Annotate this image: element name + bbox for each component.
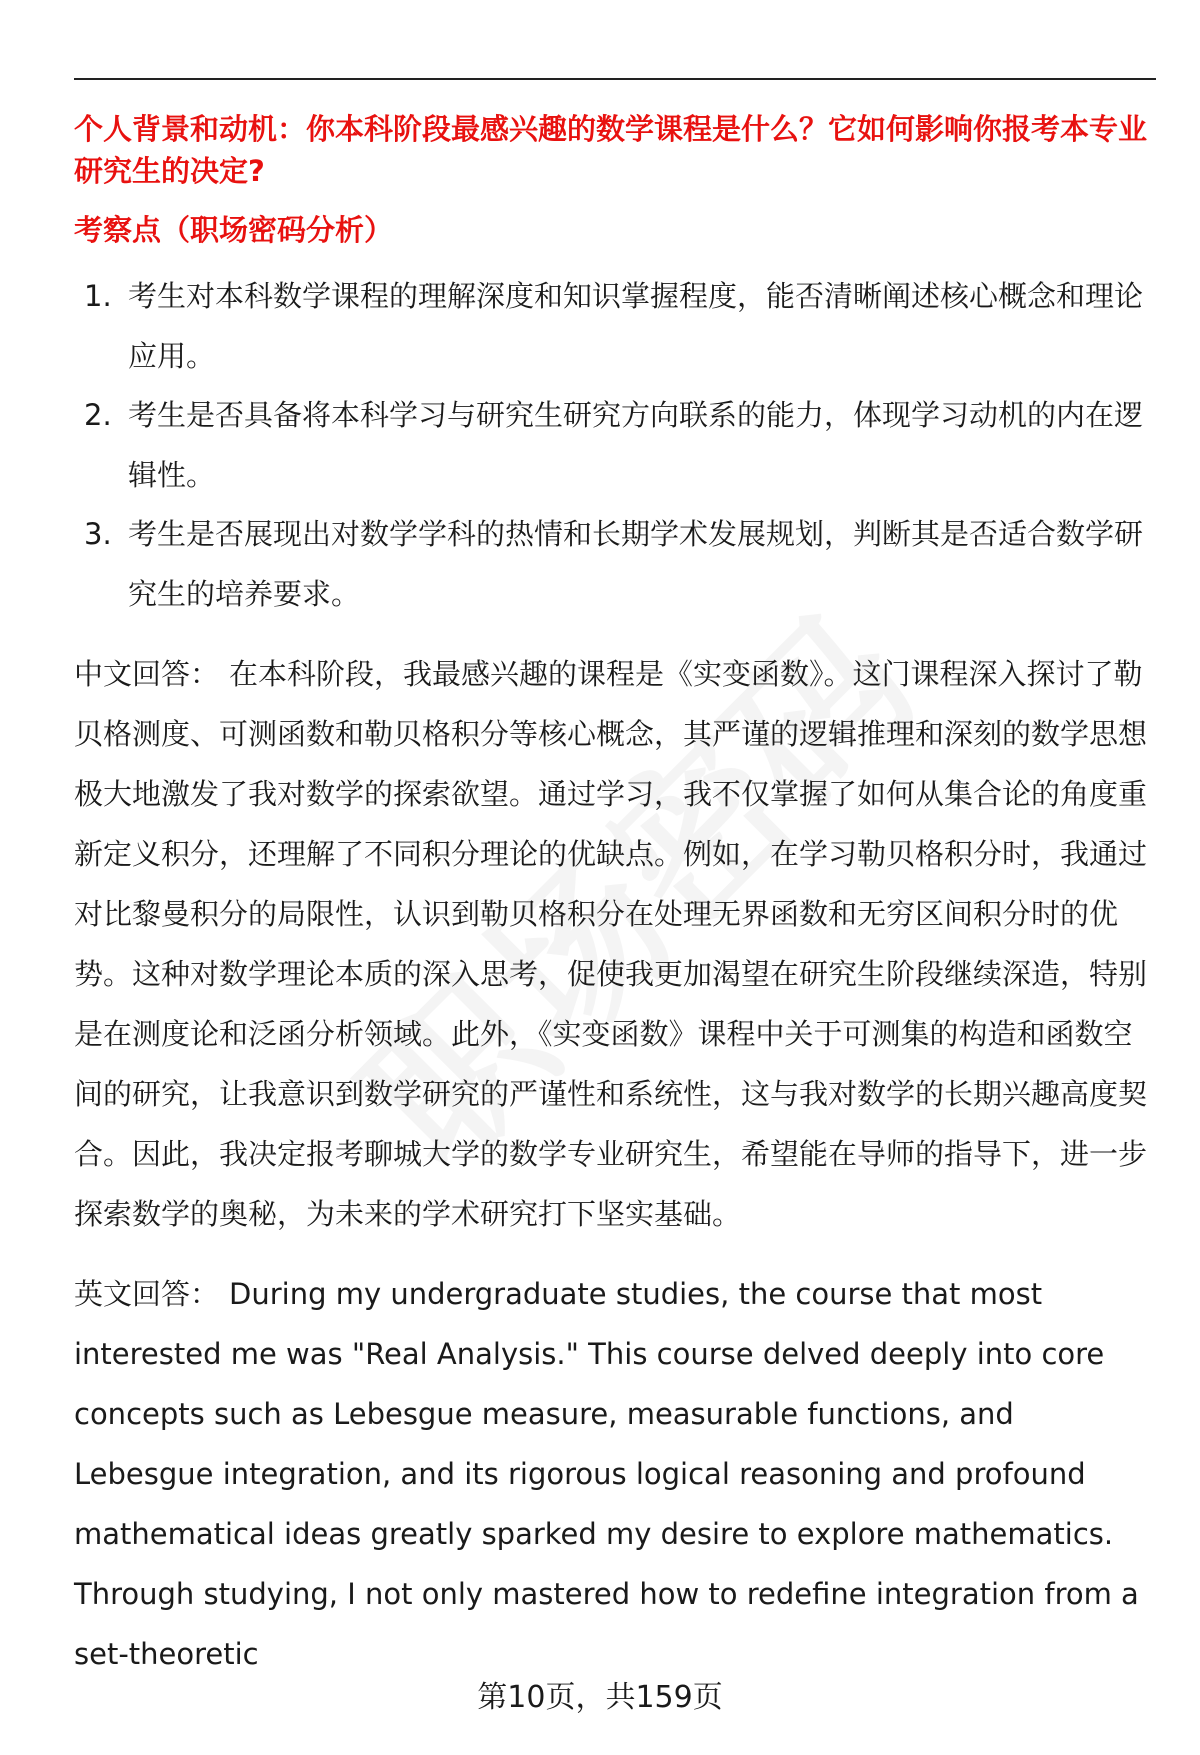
- assessment-points-title: 考察点（职场密码分析）: [74, 213, 394, 247]
- list-item: [74, 505, 1156, 624]
- english-answer-label: 英文回答：: [74, 1277, 220, 1311]
- chinese-answer: [74, 644, 1156, 1244]
- list-item-text: 考生是否展现出对数学学科的热情和长期学术发展规划，判断其是否适合数学研究生的培养要求。: [128, 517, 1144, 611]
- list-item-text: 考生是否具备将本科学习与研究生研究方向联系的能力，体现学习动机的内在逻辑性。: [128, 398, 1144, 492]
- assessment-points-list: [74, 267, 1156, 624]
- list-item-text: 考生对本科数学课程的理解深度和知识掌握程度，能否清晰阐述核心概念和理论应用。: [128, 279, 1144, 373]
- chinese-answer-text: 在本科阶段，我最感兴趣的课程是《实变函数》。这门课程深入探讨了勒贝格测度、可测函数和勒贝格积分等核心概念，其严谨的逻辑推理和深刻的数学思想极大地激发了我对数学的探索欲望。通过学习，我不仅掌握了如何从集合论的角度重新定义积分，还理解了不同积分理论的优缺点。例如，在学习勒贝格积分时，我通过对比黎曼积分的局限性，认识到勒贝格积分在处理无界函数和无穷区间积分时的优势。这种对数学理论本质的深入思考，促使我更加渴望在研究生阶段继续深造，特别是在测度论和泛函分析领域。此外，《实变函数》课程中关于可测集的构造和函数空间的研究，让我意识到数学研究的严谨性和系统性，这与我对数学的长期兴趣高度契合。因此，我决定报考聊城大学的数学专业研究生，希望能在导师的指导下，进一步探索数学的奥秘，为未来的学术研究打下坚实基础。: [74, 657, 1148, 1231]
- header-rule: [74, 78, 1156, 80]
- list-item-number: 3.: [84, 517, 112, 551]
- page-number-footer: 第10页，共159页: [477, 1680, 723, 1715]
- english-answer-text: During my undergraduate studies, the course that most interested me was "Real Analysis." This course delved deeply into core concepts such as Lebesgue measure, measurable functions, and Lebesgue integration, and its rigorous logical reasoning and profound mathematical ideas greatly sparked my desire to explore mathematics. Through studying, I not only mastered how to redefine integration from a set-theoretic: [74, 1277, 1139, 1671]
- english-answer: [74, 1264, 1156, 1684]
- chinese-answer-label: 中文回答：: [74, 657, 220, 691]
- list-item: [74, 267, 1156, 386]
- page-content: [74, 108, 1156, 1684]
- list-item-number: 1.: [84, 279, 112, 313]
- list-item: [74, 386, 1156, 505]
- question-heading: 个人背景和动机：你本科阶段最感兴趣的数学课程是什么？它如何影响你报考本专业研究生的决定?: [74, 112, 1148, 188]
- list-item-number: 2.: [84, 398, 112, 432]
